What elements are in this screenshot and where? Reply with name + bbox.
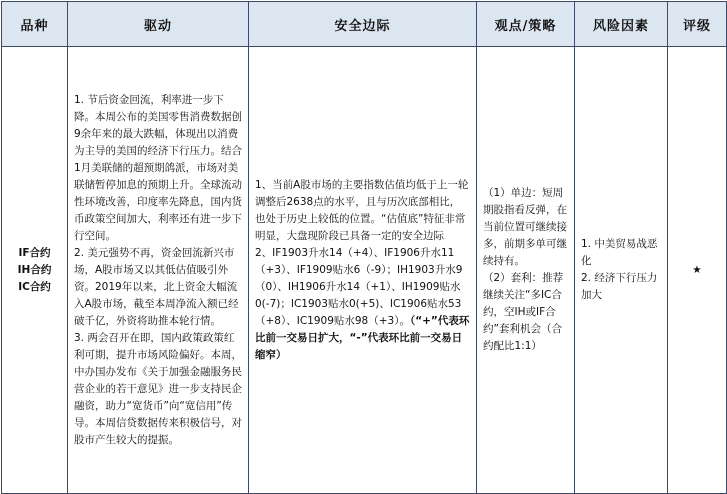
safety-basis-text (255, 245, 470, 364)
header-drivers: 驱动 (68, 2, 249, 47)
view-strategy-cell (477, 47, 575, 494)
view-directional: （1）单边：短周期股指看反弹，在当前位置可继续接多，前期多单可继续持有。 (483, 187, 567, 267)
driver-item-1: 1. 节后资金回流，利率进一步下降。本周公布的美国零售消费数据创9余年来的最大跌幅，体现出以消费为主导的美国的经济下行压力。结合1月美联储的超预期鸽派，市场对美联储暂停加息的预期上升。全球流动性环境改善，印度率先降息，国内货币政策空间加大，利率还有进一步下行空间。 (74, 93, 242, 242)
table-row (2, 47, 727, 494)
driver-item-3: 3. 两会召开在即，国内政策政策红利可期，提升市场风险偏好。本周，中办国办发布《关于加强金融服务民营企业的若干意见》进一步支持民企融资，助力“宽货币”向“宽信用”传导。本周信贷数据传来积极信号，对股市产生较大的提振。 (74, 331, 242, 446)
risk-factors-cell (575, 47, 668, 494)
safety-valuation-text: 1、当前A股市场的主要指数估值均低于上一轮调整后2638点的水平，且与历次底部相比，也处于历史上较低的位置。“估值底”特征非常明显，大盘现阶段已具备一定的安全边际 (255, 178, 469, 242)
risk-item-1: 1. 中美贸易战恶化 (581, 238, 658, 267)
basis-values: 2、IF1903升水14（+4）、IF1906升水11（+3）、IF1909贴水6（-9）；IH1903升水9（0）、IH1906升水14（+1）、IH1909贴水0(-7)；IC1903贴水0(+5)、IC1906贴水53（+8）、IC1909贴水98（+3）。 (255, 246, 463, 327)
header-row (2, 2, 727, 47)
variety-if: IF合约 (18, 246, 51, 259)
rating-star-icon: ★ (692, 263, 702, 276)
view-arbitrage: （2）套利：推荐继续关注“多IC合约，空IH或IF合约”套利机会（合约配比1:1） (483, 272, 564, 352)
header-risk-factors: 风险因素 (575, 2, 668, 47)
safety-margin-cell (249, 47, 477, 494)
header-view-strategy: 观点/策略 (477, 2, 575, 47)
variety-ic: IC合约 (18, 280, 51, 293)
analysis-table (1, 1, 727, 494)
header-variety: 品种 (2, 2, 68, 47)
risk-item-2: 2. 经济下行压力加大 (581, 272, 658, 301)
header-safety-margin: 安全边际 (249, 2, 477, 47)
variety-cell (2, 47, 68, 494)
drivers-cell (68, 47, 249, 494)
header-rating: 评级 (668, 2, 727, 47)
basis-legend-note: （“+”代表环比前一交易日扩大，“-”代表环比前一交易日缩窄） (255, 314, 470, 361)
driver-item-2: 2. 美元强势不再，资金回流新兴市场，A股市场又以其低估值吸引外资。2019年以来，北上资金大幅流入A股市场，截至本周净流入额已经破千亿，外资将助推本轮行情。 (74, 246, 239, 327)
variety-ih: IH合约 (17, 263, 52, 276)
rating-cell (668, 47, 727, 494)
